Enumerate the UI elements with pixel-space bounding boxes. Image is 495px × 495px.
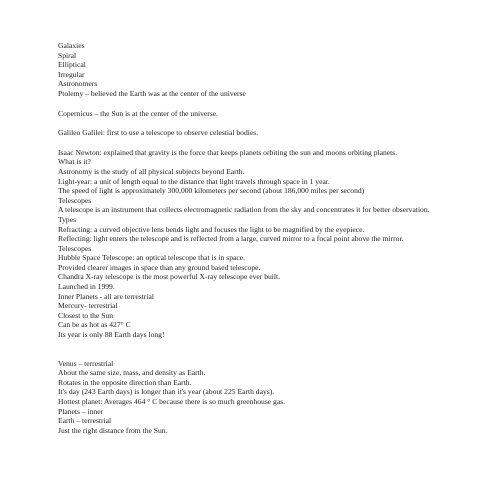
text-line: Provided clearer images in space than any ground based telescope. [58,262,261,272]
text-line: Types [58,214,77,224]
text-line: Earth – terrestrial [58,416,112,426]
document-page [58,41,458,435]
text-line: Isaac Newton: explained that gravity is the force that keeps planets orbiting the sun and moons orbiting planets. [58,147,398,157]
text-line: Launched in 1999. [58,282,115,292]
text-line: Closest to the Sun [58,310,114,320]
paragraph-gap [58,118,458,128]
text-line: Irregular [58,69,85,79]
text-line: Hottest planet: Averages 464 ° C because there is so much greenhouse gas. [58,397,286,406]
text-line: Ptolemy – believed the Earth was at the center of the universe [58,88,246,98]
text-line: Just the right distance from the Sun. [58,425,168,435]
text-line: What is it? [58,157,91,167]
text-line: Telescopes [58,243,92,253]
text-line: Refracting: a curved objective lens bends light and focuses the light to be magnified by the eyepiece. [58,224,365,234]
text-line: Mercury- terrestrial [58,301,118,311]
text-line: Astronomy is the study of all physical subjects beyond Earth. [58,166,245,176]
text-line: Spiral [58,50,77,60]
text-line: Rotates in the opposite direction than Earth. [58,377,192,387]
text-line: A telescope is an instrument that collects electromagnetic radiation from the sky and concentrates it for better observation. [58,205,430,215]
text-line: Venus – terrestrial [58,358,114,368]
text-line: About the same size, mass, and density as Earth. [58,368,206,378]
text-line: Planets – inner [58,406,104,416]
text-line: The speed of light is approximately 300,000 kilometers per second (about 186,000 miles per second) [58,186,365,196]
text-line: Copernicus – the Sun is at the center of the universe. [58,108,219,118]
text-line: It's day (243 Earth days) is longer than it's year (about 225 Earth days). [58,387,275,397]
text-line: Elliptical [58,60,86,70]
text-line: Can be as hot as 427° C [58,320,131,330]
text-line: Chandra X-ray telescope is the most powerful X-ray telescope ever built. [58,272,281,282]
text-line: Hubble Space Telescope: an optical telescope that is in space. [58,253,245,263]
paragraph-gap [58,138,458,148]
text-line: Its year is only 88 Earth days long! [58,330,165,340]
paragraph-gap [58,340,458,359]
text-line: Light-year: a unit of length equal to the distance that light travels through space in 1 year. [58,176,330,186]
text-line: Telescopes [58,195,92,205]
text-line: Galaxies [58,41,85,50]
text-line: Astronomers [58,79,98,89]
text-line: Galileo Galilei: first to use a telescope to observe celestial bodies. [58,128,259,138]
text-line: Inner Planets - all are terrestrial [58,291,154,301]
text-line: Reflecting: light enters the telescope and is reflected from a large, curved mirror to a focal point above the mirror. [58,234,404,244]
paragraph-gap [58,99,458,109]
